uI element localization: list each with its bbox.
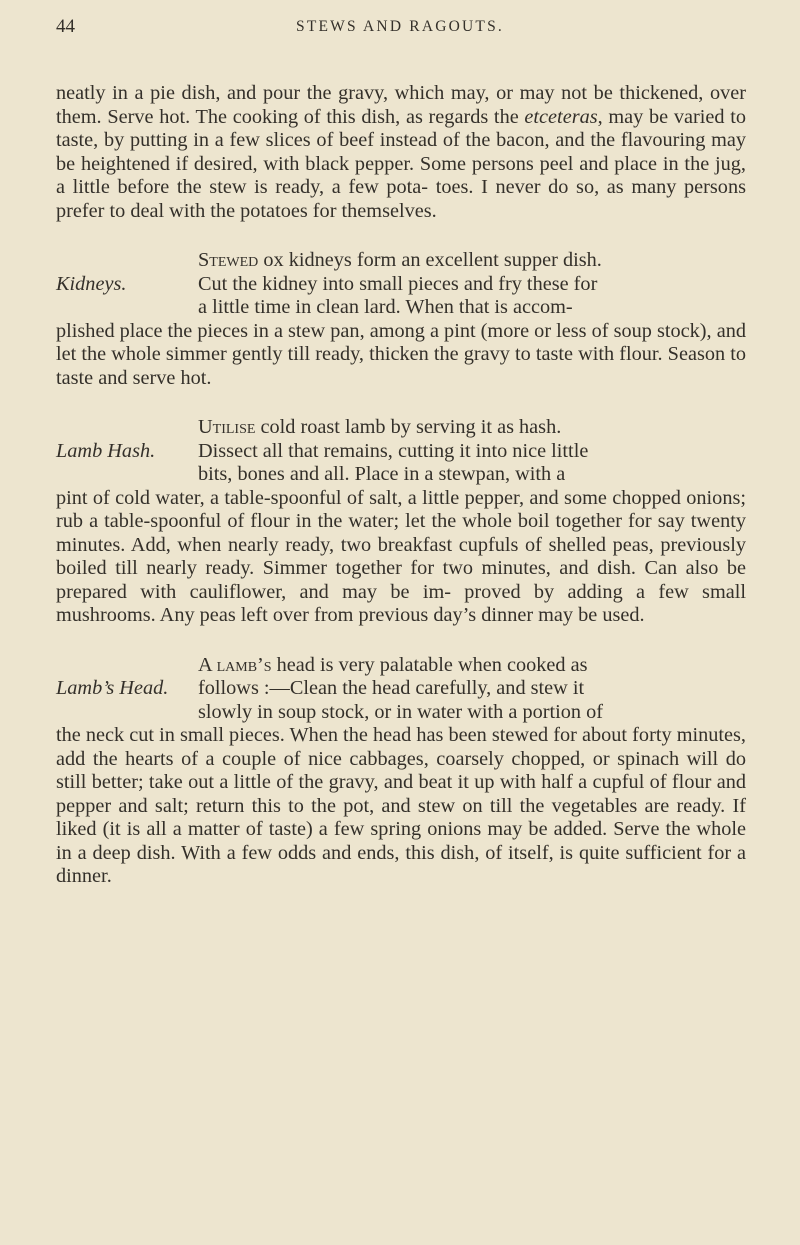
lambs-head-line2: follows :—Clean the head carefully, and stew it	[198, 677, 585, 699]
intro-text-a: neatly in a pie dish, and pour the gravy, which may, or may not be thickened, over them. Serve hot. The cooking of this dish, as regards the	[56, 82, 746, 128]
section-kidneys	[56, 249, 746, 390]
kidneys-line3: a little time in clean lard. When that is accom-	[198, 296, 573, 318]
lamb-hash-lead-word: Utilise	[198, 416, 256, 438]
lamb-hash-first-line	[56, 416, 746, 440]
kidneys-first-line	[56, 249, 746, 273]
lambs-head-side-label: Lamb’s Head.	[56, 677, 169, 699]
kidneys-label-row	[56, 273, 746, 297]
lamb-hash-line3: bits, bones and all. Place in a stewpan, with a	[198, 463, 566, 485]
lambs-head-rest: the neck cut in small pieces. When the head has been stewed for about forty minutes, add the hearts of a couple of nice cabbages, coarsely chopped, or spinach will do still better; take out a little of the gravy, and beat it up with half a cupful of flour and pepper and salt; return this to the pot, and stew on till the vegetables are ready. If liked (it is all a matter of taste) a few spring onions may be added. Serve the whole in a deep dish. With a few odds and ends, this dish, of itself, is quite sufficient for a dinner.	[56, 724, 746, 887]
lamb-hash-rest: pint of cold water, a table-spoonful of salt, a little pepper, and some chopped onions; rub a table-spoonful of flour in the water; let the whole boil together for say twenty minutes. Add, when nearly ready, two breakfast cupfuls of shelled peas, previously boiled till nearly ready. Simmer together for two minutes, and dish. Can also be prepared with cauliflower, and may be im- proved by adding a few small mushrooms. Any peas left over from previous day’s dinner may be used.	[56, 486, 746, 626]
section-lamb-hash	[56, 416, 746, 628]
kidneys-rest: plished place the pieces in a stew pan, among a pint (more or less of soup stock), and let the whole simmer gently till ready, thicken the gravy to taste with flour. Season to taste and serve hot.	[56, 319, 746, 389]
running-head: STEWS AND RAGOUTS.	[296, 18, 504, 35]
page-number: 44	[56, 16, 75, 37]
lambs-head-label-row	[56, 677, 746, 701]
lambs-head-first-line	[56, 654, 746, 678]
intro-text-b: , may be varied to taste, by putting in a few slices of beef instead of the bacon, and the flavouring may be heightened if desired, with black pepper. Some persons peel and place in the jug, a little before the stew is ready, a few pota- toes. I never do so, as many persons prefer to deal with the potatoes for themselves.	[56, 105, 746, 222]
lamb-hash-line2: Dissect all that remains, cutting it into nice little	[198, 439, 589, 462]
lamb-hash-line1: cold roast lamb by serving it as hash.	[255, 416, 562, 438]
body-text	[56, 82, 746, 889]
kidneys-side-label: Kidneys.	[56, 272, 127, 295]
lamb-hash-side-label: Lamb Hash.	[56, 439, 156, 462]
intro-paragraph	[56, 82, 746, 223]
lambs-head-line3: slowly in soup stock, or in water with a portion of	[198, 700, 604, 723]
section-lambs-head	[56, 654, 746, 889]
intro-italic-word: etceteras	[524, 105, 598, 128]
lambs-head-line1: head is very palatable when cooked as	[271, 653, 588, 676]
page-header	[56, 16, 744, 46]
kidneys-line2: Cut the kidney into small pieces and fry these for	[198, 272, 598, 295]
kidneys-lead-word: Stewed	[198, 249, 259, 271]
kidneys-line1: ox kidneys form an excellent supper dish.	[258, 249, 602, 271]
lambs-head-lead-word: A lamb’s	[198, 653, 272, 676]
lamb-hash-label-row	[56, 440, 746, 464]
